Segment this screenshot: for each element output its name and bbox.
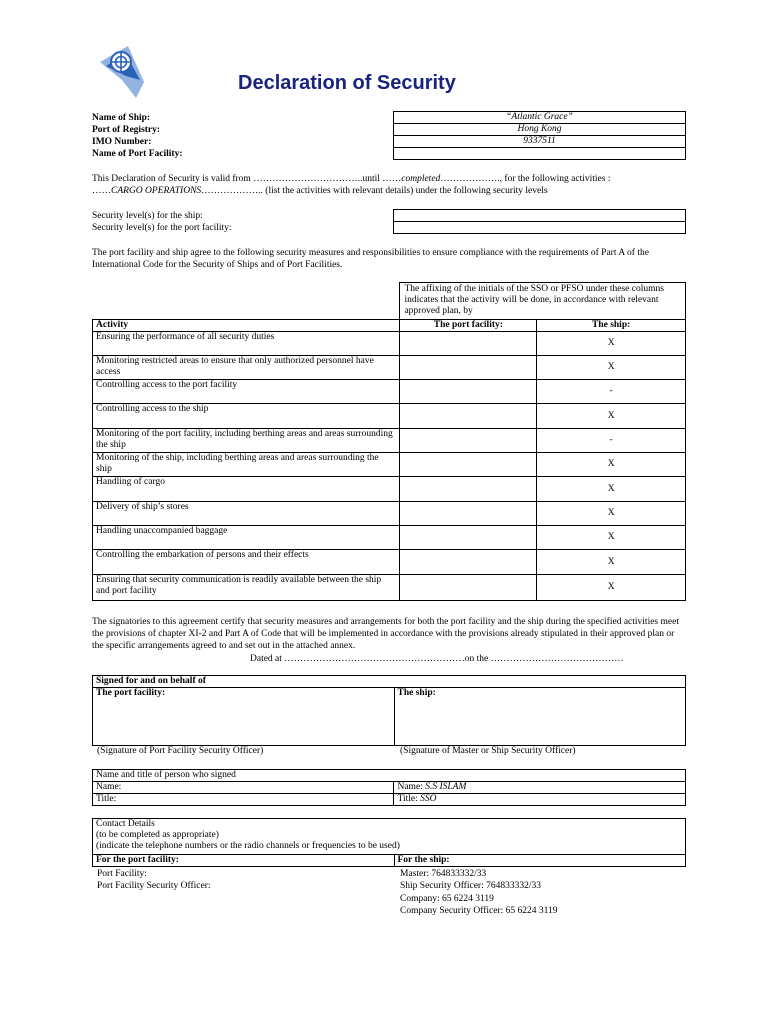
contact-table — [92, 818, 686, 867]
facility-initials-cell[interactable] — [400, 502, 537, 526]
ship-signature-caption: (Signature of Master or Ship Security Officer) — [400, 746, 576, 756]
facility-contact-header: For the port facility: — [93, 855, 395, 867]
activity-name: Handling unaccompanied baggage — [93, 526, 400, 550]
list-item: Port Facility: — [97, 869, 147, 879]
activities-table — [92, 282, 686, 601]
activity-name: Controlling access to the port facility — [93, 380, 400, 404]
list-item: Company Security Officer: 65 6224 3119 — [400, 905, 558, 916]
organization-logo — [96, 40, 156, 100]
port-facility-value[interactable] — [394, 148, 686, 160]
ship-contact-header: For the ship: — [394, 855, 686, 867]
ship-initials-cell[interactable]: X — [537, 356, 686, 380]
facility-initials-cell[interactable] — [400, 404, 537, 429]
signer-header: Name and title of person who signed — [93, 770, 686, 782]
ship-initials-cell[interactable]: X — [537, 575, 686, 601]
page-title: Declaration of Security — [238, 72, 456, 94]
list-item: Port Facility Security Officer: — [97, 881, 211, 892]
table-row — [93, 356, 686, 380]
table-row — [93, 550, 686, 575]
ship-initials-cell[interactable]: - — [537, 429, 686, 453]
facility-initials-cell[interactable] — [400, 332, 537, 356]
facility-initials-cell[interactable] — [400, 550, 537, 575]
activity-name: Monitoring restricted areas to ensure that only authorized personnel have access — [93, 356, 400, 380]
table-row — [93, 477, 686, 502]
facility-column-header: The port facility: — [400, 320, 537, 332]
ship-name-value[interactable]: “Atlantic Grace” — [394, 112, 686, 124]
security-level-table — [393, 209, 686, 234]
ship-initials-cell[interactable]: X — [537, 526, 686, 550]
list-item: Master: 764833332/33 — [400, 869, 487, 879]
activity-name: Monitoring of the ship, including berthing areas and areas surrounding the ship — [93, 453, 400, 477]
port-registry-value[interactable]: Hong Kong — [394, 124, 686, 136]
facility-initials-cell[interactable] — [400, 526, 537, 550]
signature-table — [92, 675, 686, 746]
facility-initials-cell[interactable] — [400, 477, 537, 502]
list-item: Ship Security Officer: 764833332/33 — [400, 881, 541, 892]
initials-note: The affixing of the initials of the SSO or PFSO under these columns indicates that the activity will be done, in accordance with relevant approved plan, by — [400, 283, 686, 320]
signer-table — [92, 769, 686, 806]
dated-line: Dated at …………………………………………………on the …………………………………… — [250, 654, 624, 664]
facility-contact-list — [97, 868, 211, 893]
activity-name: Delivery of ship’s stores — [93, 502, 400, 526]
ship-signer-name[interactable]: Name: S.S ISLAM — [394, 782, 686, 794]
port-registry-label: Port of Registry: — [92, 125, 161, 135]
ship-contact-list — [400, 868, 558, 917]
imo-number-label: IMO Number: — [92, 137, 152, 147]
imo-number-value[interactable]: 9337511 — [394, 136, 686, 148]
ship-initials-cell[interactable]: X — [537, 502, 686, 526]
ship-name-label: Name of Ship: — [92, 113, 151, 123]
activity-name: Handling of cargo — [93, 477, 400, 502]
port-facility-label: Name of Port Facility: — [92, 149, 183, 159]
contact-details-instructions: (indicate the telephone numbers or the radio channels or frequencies to be used) — [96, 841, 400, 851]
ship-initials-cell[interactable]: X — [537, 332, 686, 356]
activity-name: Ensuring the performance of all security duties — [93, 332, 400, 356]
table-row — [93, 575, 686, 601]
facility-initials-cell[interactable] — [400, 356, 537, 380]
contact-details-box — [93, 819, 686, 855]
ship-signer-title[interactable]: Title: SSO — [394, 794, 686, 806]
table-row — [93, 332, 686, 356]
facility-signature-box[interactable]: The port facility: — [93, 688, 395, 746]
contact-details-title: Contact Details — [96, 819, 155, 829]
facility-initials-cell[interactable] — [400, 453, 537, 477]
facility-initials-cell[interactable] — [400, 380, 537, 404]
facility-initials-cell[interactable] — [400, 575, 537, 601]
ship-security-level-input[interactable] — [394, 210, 686, 222]
list-item: Company: 65 6224 3119 — [400, 893, 494, 904]
table-row — [93, 429, 686, 453]
contact-details-note: (to be completed as appropriate) — [96, 830, 219, 840]
activity-column-header: Activity — [93, 320, 400, 332]
ship-security-level-label: Security level(s) for the ship: — [92, 211, 203, 221]
ship-column-header: The ship: — [537, 320, 686, 332]
facility-security-level-input[interactable] — [394, 222, 686, 234]
facility-security-level-label: Security level(s) for the port facility: — [92, 223, 232, 233]
agreement-text: The port facility and ship agree to the following security measures and responsibilities to ensure compliance with the requirements of Part A of the International Code for the Security of Ships and of Port Facilities. — [92, 248, 649, 270]
facility-signature-caption: (Signature of Port Facility Security Officer) — [97, 746, 264, 756]
ship-initials-cell[interactable]: X — [537, 453, 686, 477]
facility-initials-cell[interactable] — [400, 429, 537, 453]
activity-name: Monitoring of the port facility, including berthing areas and areas surrounding the ship — [93, 429, 400, 453]
certify-text: The signatories to this agreement certify that security measures and arrangements for both the port facility and the ship during the specified activities meet the provisions of chapter XI-2 and Part A of Code that will be implemented in accordance with the provisions already stipulated in their approved plan or the specific arrangements agreed to and set out in the attached annex. — [92, 617, 679, 651]
ship-initials-cell[interactable]: - — [537, 380, 686, 404]
activity-name: Ensuring that security communication is readily available between the ship and port facility — [93, 575, 400, 601]
table-row — [93, 380, 686, 404]
table-row — [93, 526, 686, 550]
table-row — [93, 453, 686, 477]
validity-line-2: ……CARGO OPERATIONS……………….. (list the activities with relevant details) under the following security levels — [92, 186, 548, 196]
validity-line-1: This Declaration of Security is valid from ……………………………..until ……completed………………., for the following activities : — [92, 174, 611, 184]
ship-initials-cell[interactable]: X — [537, 477, 686, 502]
facility-signer-name[interactable]: Name: — [93, 782, 394, 794]
ship-signature-box[interactable]: The ship: — [394, 688, 686, 746]
activity-name: Controlling the embarkation of persons and their effects — [93, 550, 400, 575]
facility-signer-title[interactable]: Title: — [93, 794, 394, 806]
ship-initials-cell[interactable]: X — [537, 550, 686, 575]
ship-info-table — [393, 111, 686, 160]
signed-on-behalf-header: Signed for and on behalf of — [93, 676, 686, 688]
ship-initials-cell[interactable]: X — [537, 404, 686, 429]
table-row — [93, 502, 686, 526]
table-row — [93, 404, 686, 429]
activity-name: Controlling access to the ship — [93, 404, 400, 429]
